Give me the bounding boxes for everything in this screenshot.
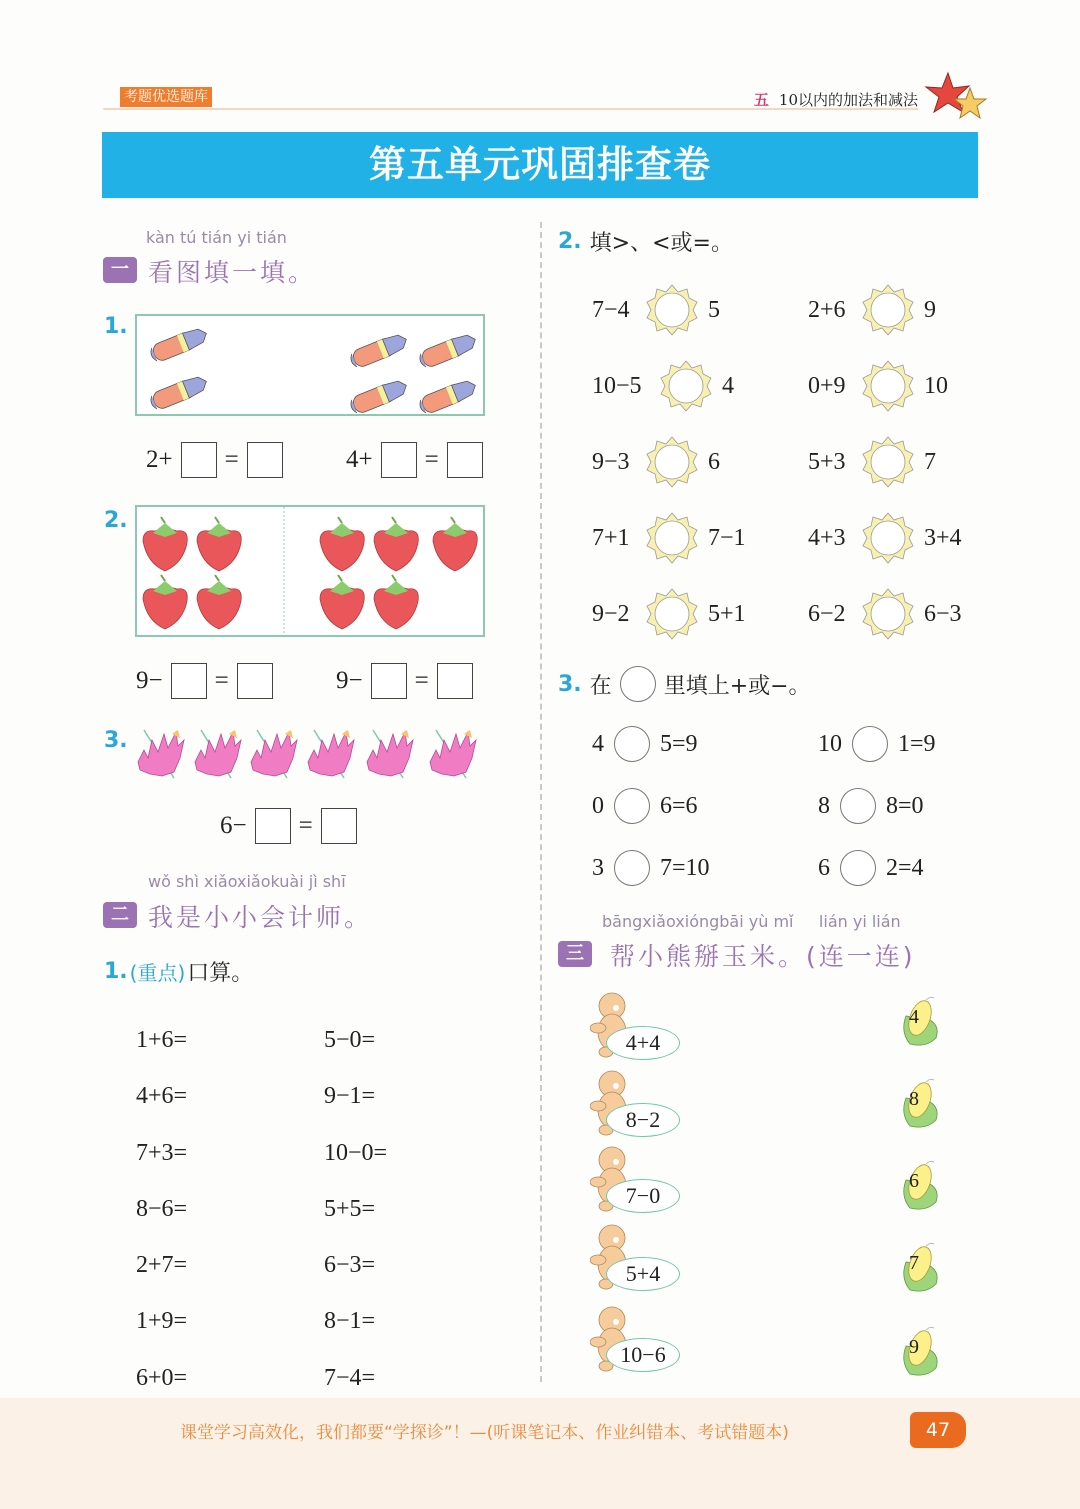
pencil-picture [135, 314, 485, 416]
compare-item [592, 512, 746, 564]
sun-answer-circle[interactable] [862, 512, 914, 564]
compare-item [808, 588, 962, 640]
bear-item[interactable] [590, 1146, 661, 1217]
pm-right: 2=4 [886, 854, 924, 881]
section2-pinyin: wǒ shì xiǎoxiǎokuài jì shī [148, 872, 346, 891]
column-divider [540, 222, 542, 1382]
s1-q2-equation-2 [336, 663, 473, 699]
plusminus-item [818, 850, 924, 886]
pm-left: 3 [592, 854, 604, 881]
footer-slogan: 课堂学习高效化，我们都要“学探诊”！—(听课笔记本、作业纠错本、考试错题本) [180, 1423, 789, 1443]
section2-title: 我是小小会计师。 [148, 903, 373, 932]
unit-heading [754, 89, 918, 110]
dragon-fruit-icons [134, 728, 484, 782]
pm-left: 0 [592, 792, 604, 819]
corn-item[interactable] [896, 1078, 946, 1139]
compare-left: 7−4 [592, 296, 630, 323]
pm-right: 7=10 [660, 854, 710, 881]
compare-item [592, 436, 720, 488]
section2-badge: 二 [103, 902, 137, 928]
corn-item[interactable] [896, 1160, 946, 1221]
math-item: 1+6= [136, 1027, 188, 1053]
pm-right: 6=6 [660, 792, 698, 819]
s2-q1-instruction: 口算。 [187, 961, 254, 986]
corn-item[interactable] [896, 996, 946, 1057]
answer-box[interactable] [247, 442, 283, 478]
corn-number: 4 [909, 1006, 919, 1028]
equals-sign: = [424, 446, 439, 473]
math-item: 5−0= [324, 1027, 376, 1053]
eq-prefix: 2+ [146, 446, 173, 473]
section3-pinyin: bāngxiǎoxióngbāi yù mǐ lián yi lián [602, 912, 901, 931]
pm-right: 1=9 [898, 730, 936, 757]
math-item: 2+7= [136, 1252, 188, 1279]
sun-answer-circle[interactable] [862, 588, 914, 640]
sun-answer-circle[interactable] [646, 284, 698, 336]
plusminus-item [818, 726, 936, 762]
compare-left: 9−3 [592, 448, 630, 475]
s1-q2-number: 2. [104, 508, 128, 533]
s2-q2-instruction: 填>、<或=。 [589, 231, 733, 256]
operator-answer-circle[interactable] [840, 788, 876, 824]
eq-prefix: 6− [220, 812, 247, 839]
eq-prefix: 9− [136, 667, 163, 694]
s2-q1-heading [104, 956, 253, 987]
math-item: 6−3= [324, 1252, 376, 1279]
s1-q1-equation-1 [146, 442, 283, 478]
answer-box[interactable] [255, 808, 291, 844]
operator-answer-circle[interactable] [614, 850, 650, 886]
corn-icon [896, 1160, 946, 1216]
pm-right: 5=9 [660, 730, 698, 757]
pm-right: 8=0 [886, 792, 924, 819]
corn-number: 7 [909, 1252, 919, 1274]
plusminus-item [592, 726, 698, 762]
s1-q3-equation [220, 808, 357, 844]
answer-box[interactable] [437, 663, 473, 699]
s2-q2-number: 2. [558, 229, 582, 254]
compare-item [808, 284, 936, 336]
matching-area [590, 992, 970, 1387]
equals-sign: = [298, 812, 313, 839]
compare-left: 2+6 [808, 296, 846, 323]
math-item: 7−4= [324, 1364, 376, 1391]
s2-q3-instruction-a: 在 [589, 673, 612, 699]
sun-answer-circle[interactable] [646, 512, 698, 564]
corn-item[interactable] [896, 1242, 946, 1303]
corn-icon [896, 1326, 946, 1382]
math-item: 4+6= [136, 1083, 188, 1110]
section3-title: 帮小熊掰玉米。(连一连) [610, 942, 916, 971]
pm-left: 6 [818, 854, 830, 881]
math-item: 6+0= [136, 1364, 188, 1391]
answer-box[interactable] [181, 442, 217, 478]
corn-icon [896, 1242, 946, 1298]
corn-icon [896, 1078, 946, 1134]
compare-right: 4 [722, 372, 734, 399]
compare-left: 6−2 [808, 600, 846, 627]
mental-math-left-column [136, 1012, 187, 1406]
bear-item[interactable] [590, 992, 661, 1063]
compare-right: 7−1 [708, 524, 746, 551]
compare-left: 4+3 [808, 524, 846, 551]
answer-box[interactable] [237, 663, 273, 699]
key-point-tag: (重点) [129, 961, 186, 985]
sun-answer-circle[interactable] [646, 436, 698, 488]
answer-box[interactable] [171, 663, 207, 699]
s1-q2-equation-1 [136, 663, 273, 699]
section1-title: 看图填一填。 [148, 258, 317, 287]
answer-box[interactable] [381, 442, 417, 478]
compare-right: 3+4 [924, 524, 962, 551]
operator-answer-circle[interactable] [614, 726, 650, 762]
answer-box[interactable] [321, 808, 357, 844]
compare-item [808, 512, 962, 564]
answer-box[interactable] [447, 442, 483, 478]
s1-q1-equation-2 [346, 442, 483, 478]
corn-icon [896, 996, 946, 1052]
equals-sign: = [224, 446, 239, 473]
math-item: 7+3= [136, 1139, 188, 1166]
pm-left: 8 [818, 792, 830, 819]
bear-item[interactable] [590, 1224, 661, 1295]
compare-left: 0+9 [808, 372, 846, 399]
s2-q2-heading [558, 226, 733, 257]
section1-pinyin: kàn tú tián yi tián [146, 228, 287, 247]
unit-number: 五 [753, 91, 769, 109]
sun-answer-circle[interactable] [646, 588, 698, 640]
operator-answer-circle[interactable] [840, 850, 876, 886]
unit-title: 10以内的加法和减法 [778, 91, 918, 109]
math-item: 8−6= [136, 1195, 188, 1222]
compare-left: 10−5 [592, 372, 642, 399]
strawberry-icons [137, 507, 483, 635]
section3-badge: 三 [558, 941, 592, 967]
compare-right: 6 [708, 448, 720, 475]
s1-q3-number: 3. [104, 728, 128, 753]
bear-item[interactable] [590, 1070, 661, 1141]
compare-right: 10 [924, 372, 948, 399]
compare-item [592, 588, 746, 640]
math-item: 5+5= [324, 1195, 376, 1222]
compare-right: 5 [708, 296, 720, 323]
operator-answer-circle[interactable] [852, 726, 888, 762]
bear-expression: 10−6 [606, 1338, 680, 1372]
math-item: 10−0= [324, 1139, 388, 1166]
sun-answer-circle[interactable] [660, 360, 712, 412]
equals-sign: = [414, 667, 429, 694]
math-item: 8−1= [324, 1308, 376, 1335]
plusminus-item [818, 788, 924, 824]
corn-item[interactable] [896, 1326, 946, 1387]
compare-item [592, 284, 720, 336]
compare-item [808, 436, 936, 488]
compare-right: 9 [924, 296, 936, 323]
eq-prefix: 4+ [346, 446, 373, 473]
page-number: 47 [910, 1412, 966, 1448]
bear-expression: 7−0 [606, 1179, 680, 1213]
bear-expression: 5+4 [606, 1257, 680, 1291]
plusminus-item [592, 850, 710, 886]
pencil-eraser-icons [137, 316, 483, 414]
strawberry-picture [135, 505, 485, 637]
equals-sign: = [214, 667, 229, 694]
corn-number: 8 [909, 1088, 919, 1110]
pm-left: 4 [592, 730, 604, 757]
eq-prefix: 9− [336, 667, 363, 694]
plusminus-item [592, 788, 698, 824]
compare-right: 6−3 [924, 600, 962, 627]
circle-icon [620, 666, 656, 702]
compare-left: 9−2 [592, 600, 630, 627]
s2-q1-number: 1. [104, 959, 128, 984]
bear-expression: 4+4 [606, 1026, 680, 1060]
pm-left: 10 [818, 730, 842, 757]
operator-answer-circle[interactable] [614, 788, 650, 824]
header-tag: 考题优选题库 [120, 87, 212, 107]
compare-item [592, 360, 734, 412]
page-title: 第五单元巩固排查卷 [102, 132, 978, 198]
corn-number: 9 [909, 1336, 919, 1358]
corn-number: 6 [909, 1170, 919, 1192]
s1-q1-number: 1. [104, 314, 128, 339]
compare-left: 5+3 [808, 448, 846, 475]
bear-expression: 8−2 [606, 1103, 680, 1137]
compare-left: 7+1 [592, 524, 630, 551]
sun-answer-circle[interactable] [862, 360, 914, 412]
s2-q3-instruction-b: 里填上+或−。 [663, 673, 811, 699]
mental-math-right-column [324, 1012, 387, 1406]
math-item: 9−1= [324, 1083, 376, 1110]
compare-right: 5+1 [708, 600, 746, 627]
sun-answer-circle[interactable] [862, 284, 914, 336]
bear-item[interactable] [590, 1306, 666, 1377]
s2-q3-number: 3. [558, 671, 582, 697]
s2-q3-heading [558, 666, 811, 702]
answer-box[interactable] [371, 663, 407, 699]
sun-answer-circle[interactable] [862, 436, 914, 488]
compare-item [808, 360, 948, 412]
section1-badge: 一 [103, 257, 137, 283]
stars-icon [920, 70, 990, 125]
compare-right: 7 [924, 448, 936, 475]
math-item: 1+9= [136, 1308, 188, 1335]
